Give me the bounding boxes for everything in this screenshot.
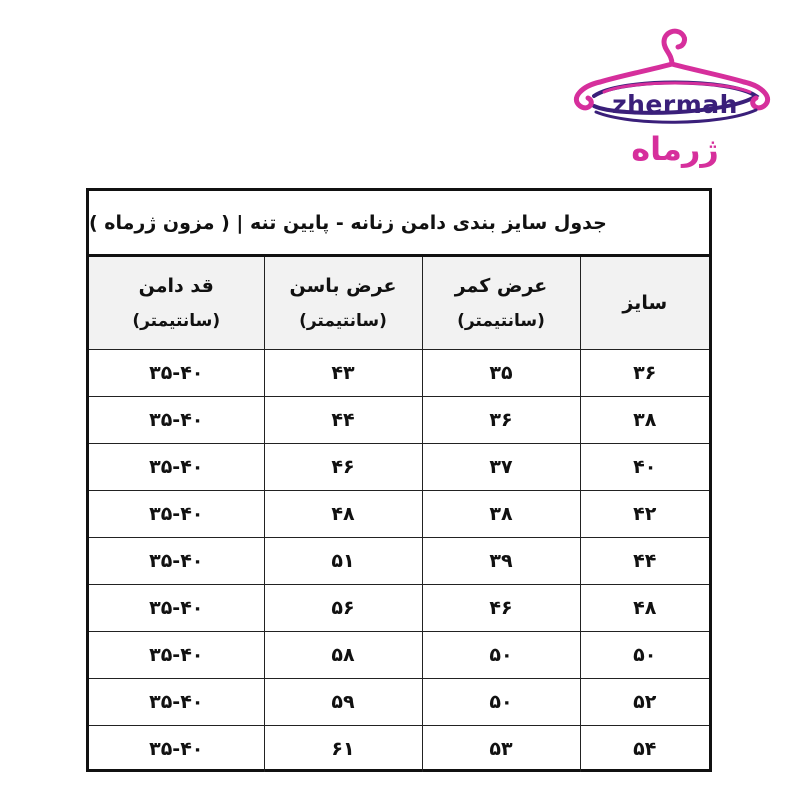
cell-waist: ۳۹ (422, 538, 580, 585)
cell-length: ۳۵-۴۰ (89, 679, 264, 726)
header-hip-label: عرض باسن (289, 275, 397, 297)
header-length (89, 257, 264, 350)
table-row (89, 679, 709, 726)
brand-latin-name: zhermah (612, 90, 738, 119)
cell-hip: ۶۱ (264, 726, 422, 773)
table-row (89, 397, 709, 444)
cell-waist: ۴۶ (422, 585, 580, 632)
size-table (89, 257, 709, 772)
cell-waist: ۵۰ (422, 632, 580, 679)
cell-hip: ۵۱ (264, 538, 422, 585)
cell-waist: ۵۰ (422, 679, 580, 726)
cell-length: ۳۵-۴۰ (89, 585, 264, 632)
brand-persian-name: ژرماه (631, 130, 719, 168)
header-length-label: قد دامن (138, 275, 214, 297)
size-chart (86, 188, 712, 772)
cell-size: ۴۴ (580, 538, 709, 585)
cell-size: ۴۲ (580, 491, 709, 538)
table-row (89, 726, 709, 773)
cell-size: ۴۸ (580, 585, 709, 632)
cell-waist: ۵۳ (422, 726, 580, 773)
cell-size: ۵۰ (580, 632, 709, 679)
cell-size: ۳۶ (580, 350, 709, 397)
cell-hip: ۴۳ (264, 350, 422, 397)
table-row (89, 538, 709, 585)
cell-length: ۳۵-۴۰ (89, 397, 264, 444)
cell-hip: ۵۶ (264, 585, 422, 632)
cell-length: ۳۵-۴۰ (89, 538, 264, 585)
cell-length: ۳۵-۴۰ (89, 350, 264, 397)
table-row (89, 632, 709, 679)
header-waist-unit: (سانتیمتر) (457, 311, 545, 331)
cell-length: ۳۵-۴۰ (89, 726, 264, 773)
header-waist (422, 257, 580, 350)
cell-hip: ۵۹ (264, 679, 422, 726)
header-length-unit: (سانتیمتر) (132, 311, 221, 331)
cell-length: ۳۵-۴۰ (89, 491, 264, 538)
table-row (89, 491, 709, 538)
header-hip (264, 257, 422, 350)
cell-size: ۳۸ (580, 397, 709, 444)
cell-hip: ۴۴ (264, 397, 422, 444)
cell-size: ۵۴ (580, 726, 709, 773)
cell-size: ۵۲ (580, 679, 709, 726)
cell-hip: ۴۸ (264, 491, 422, 538)
header-size-label: سایز (622, 292, 668, 314)
cell-length: ۳۵-۴۰ (89, 632, 264, 679)
table-row (89, 444, 709, 491)
cell-length: ۳۵-۴۰ (89, 444, 264, 491)
table-title-bar (89, 191, 709, 257)
table-title: جدول سایز بندی دامن زنانه - پایین تنه | ( مزون ژرماه ) (89, 211, 607, 234)
brand-logo (560, 14, 790, 174)
cell-hip: ۴۶ (264, 444, 422, 491)
table-row (89, 350, 709, 397)
header-hip-unit: (سانتیمتر) (299, 311, 387, 331)
table-header-row (89, 257, 709, 350)
table-row (89, 585, 709, 632)
cell-waist: ۳۷ (422, 444, 580, 491)
cell-waist: ۳۸ (422, 491, 580, 538)
cell-waist: ۳۵ (422, 350, 580, 397)
header-waist-label: عرض کمر (454, 275, 548, 297)
cell-size: ۴۰ (580, 444, 709, 491)
header-size (580, 257, 709, 350)
cell-hip: ۵۸ (264, 632, 422, 679)
cell-waist: ۳۶ (422, 397, 580, 444)
